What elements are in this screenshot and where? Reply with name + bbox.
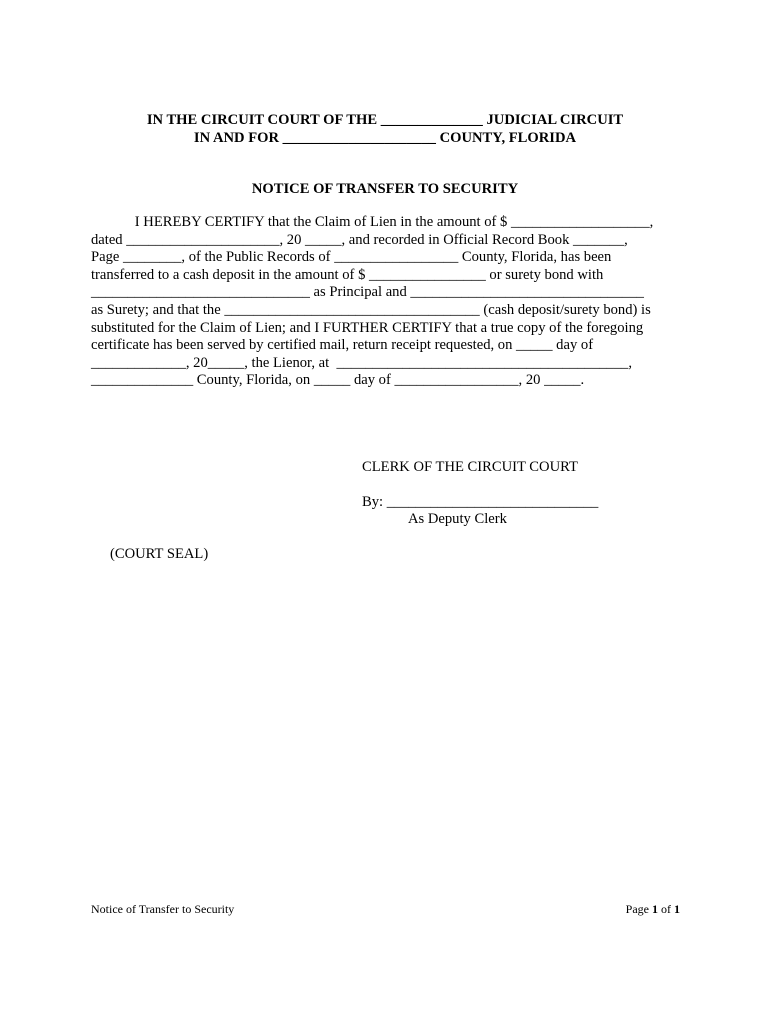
page-total: 1 [674, 902, 680, 916]
paragraph-line: _____________, 20_____, the Lienor, at ________________________________________, [91, 354, 632, 371]
court-header [0, 111, 770, 147]
clerk-title: CLERK OF THE CIRCUIT COURT [362, 459, 578, 475]
deputy-clerk-label: As Deputy Clerk [408, 511, 507, 528]
document-title: NOTICE OF TRANSFER TO SECURITY [251, 181, 519, 197]
footer-document-name: Notice of Transfer to Security [91, 902, 235, 916]
court-header-line-1: IN THE CIRCUIT COURT OF THE ______________ JUDICIAL CIRCUIT [146, 112, 624, 128]
certification-paragraph [91, 214, 691, 390]
signature-line: By: _____________________________ [362, 493, 599, 510]
page-current: 1 [652, 902, 658, 916]
page-of-label: of [658, 902, 674, 916]
footer-page-number [626, 902, 680, 916]
paragraph-line: as Surety; and that the ___________________________________ (cash deposit/surety bond) is [91, 301, 651, 318]
paragraph-line: transferred to a cash deposit in the amount of $ ________________ or surety bond with [91, 266, 604, 283]
paragraph-line: substituted for the Claim of Lien; and I FURTHER CERTIFY that a true copy of the foregoing [91, 319, 644, 336]
paragraph-line: Page ________, of the Public Records of _________________ County, Florida, has been [91, 249, 612, 266]
paragraph-line: ______________ County, Florida, on _____ day of _________________, 20 _____. [91, 372, 585, 389]
page-label: Page [625, 902, 652, 916]
paragraph-line: ______________________________ as Principal and ________________________________ [91, 284, 644, 301]
paragraph-line: dated _____________________, 20 _____, and recorded in Official Record Book _______, [91, 231, 628, 248]
court-header-line-2: IN AND FOR _____________________ COUNTY, FLORIDA [193, 130, 577, 146]
paragraph-line: certificate has been served by certified mail, return receipt requested, on _____ day of [91, 337, 594, 354]
paragraph-line: I HEREBY CERTIFY that the Claim of Lien in the amount of $ ___________________, [91, 214, 654, 230]
court-seal-label: (COURT SEAL) [110, 546, 209, 562]
clerk-signature-block [362, 459, 598, 529]
